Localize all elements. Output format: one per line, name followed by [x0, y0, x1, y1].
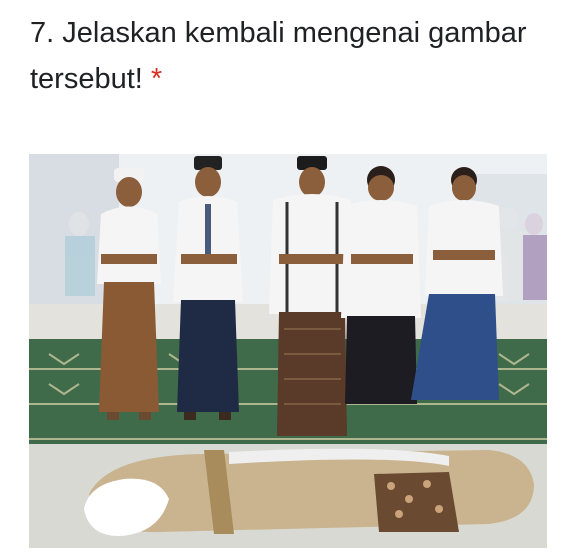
question-image — [29, 154, 547, 548]
question-text: 7. Jelaskan kembali mengenai gambar tersebut! — [30, 17, 527, 95]
wrapped-body — [84, 449, 534, 536]
question-title — [30, 10, 550, 102]
required-asterisk: * — [150, 63, 163, 95]
funeral-prayer-photo — [29, 154, 547, 548]
